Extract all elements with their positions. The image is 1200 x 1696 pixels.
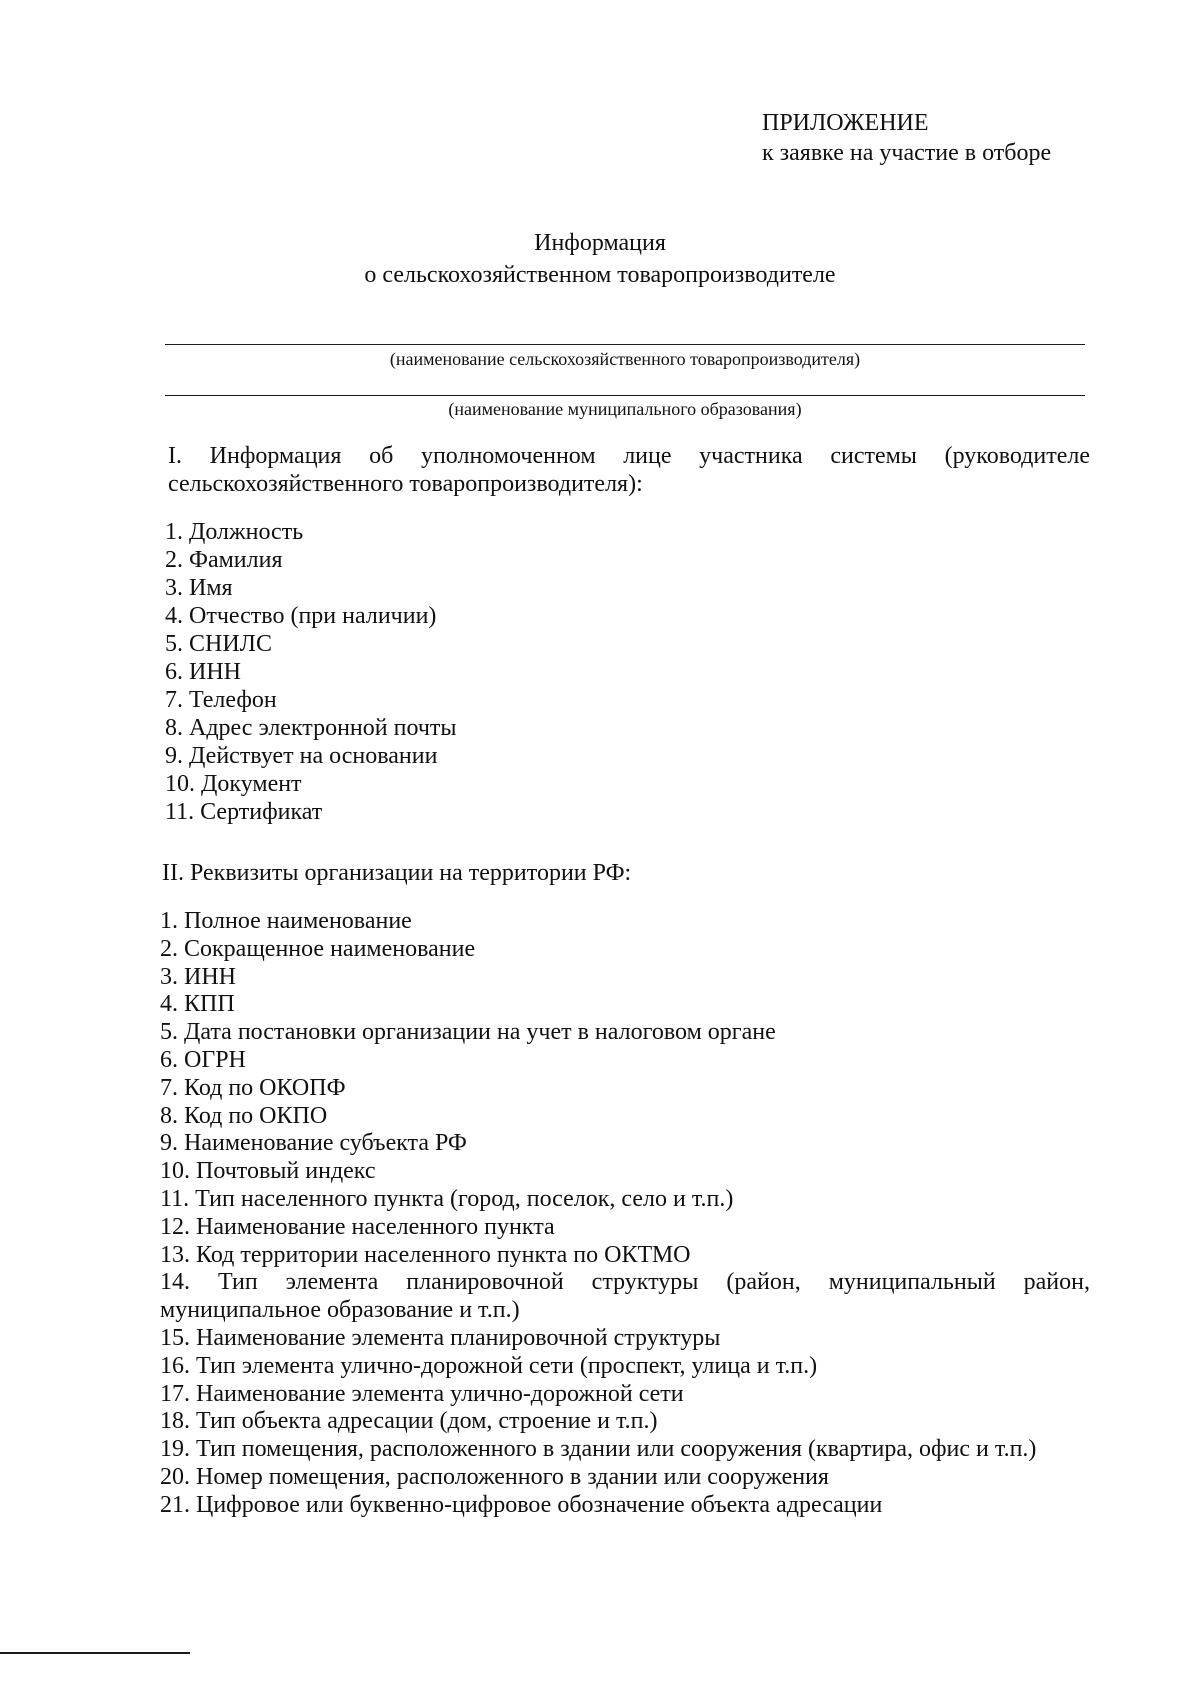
list-item: 7. Телефон [165, 687, 277, 713]
document-subtitle: о сельскохозяйственном товаропроизводителе [364, 262, 836, 288]
section-1-list [165, 518, 457, 826]
list-item: 9. Наименование субъекта РФ [160, 1130, 467, 1157]
section-1-heading: I. Информация об уполномоченном лице участника системы (руководителе сельскохозяйственного товаропроизводителя): [168, 443, 1090, 497]
list-item: 9. Действует на основании [165, 743, 438, 769]
list-item: 20. Номер помещения, расположенного в здании или сооружения [160, 1463, 829, 1490]
list-item: 4. КПП [160, 991, 235, 1018]
producer-name-line [165, 344, 1085, 345]
list-item: 17. Наименование элемента улично-дорожной сети [160, 1380, 684, 1407]
municipality-name-line [165, 395, 1085, 396]
appendix-subtitle: к заявке на участие в отборе [762, 140, 1052, 166]
document-title: Информация [534, 230, 666, 256]
list-item: 13. Код территории населенного пункта по ОКТМО [160, 1241, 691, 1268]
footnote-separator-line [0, 1652, 190, 1654]
section-2-heading: II. Реквизиты организации на территории РФ: [162, 860, 632, 886]
list-item: 2. Фамилия [165, 547, 283, 573]
list-item: 5. СНИЛС [165, 631, 272, 657]
list-item: 12. Наименование населенного пункта [160, 1213, 555, 1240]
list-item: 3. ИНН [160, 963, 236, 990]
list-item: 14. Тип элемента планировочной структуры (район, муниципальный район, муниципальное образование и т.п.) [160, 1269, 1090, 1324]
list-item: 7. Код по ОКОПФ [160, 1074, 346, 1101]
list-item: 8. Код по ОКПО [160, 1102, 328, 1129]
list-item: 1. Полное наименование [160, 908, 412, 934]
list-item: 11. Тип населенного пункта (город, поселок, село и т.п.) [160, 1185, 734, 1212]
list-item: 8. Адрес электронной почты [165, 715, 457, 741]
section-2-list [160, 908, 1090, 1520]
list-item: 10. Почтовый индекс [160, 1158, 376, 1185]
appendix-block [762, 108, 1122, 168]
appendix-title: ПРИЛОЖЕНИЕ [762, 110, 929, 136]
list-item: 3. Имя [165, 575, 233, 601]
list-item: 6. ИНН [165, 659, 241, 685]
list-item: 2. Сокращенное наименование [160, 935, 476, 962]
list-item: 15. Наименование элемента планировочной структуры [160, 1324, 721, 1351]
list-item: 1. Должность [165, 519, 304, 545]
list-item: 4. Отчество (при наличии) [165, 603, 437, 629]
producer-name-caption: (наименование сельскохозяйственного товаропроизводителя) [389, 349, 861, 369]
list-item: 10. Документ [165, 771, 302, 797]
list-item: 21. Цифровое или буквенно-цифровое обозначение объекта адресации [160, 1491, 883, 1518]
municipality-name-caption: (наименование муниципального образования) [448, 399, 802, 419]
list-item: 11. Сертификат [165, 799, 323, 825]
list-item: 5. Дата постановки организации на учет в налоговом органе [160, 1019, 776, 1046]
list-item: 19. Тип помещения, расположенного в здании или сооружения (квартира, офис и т.п.) [160, 1436, 1037, 1463]
list-item: 16. Тип элемента улично-дорожной сети (проспект, улица и т.п.) [160, 1352, 818, 1379]
list-item: 6. ОГРН [160, 1046, 246, 1073]
list-item: 18. Тип объекта адресации (дом, строение и т.п.) [160, 1408, 658, 1435]
